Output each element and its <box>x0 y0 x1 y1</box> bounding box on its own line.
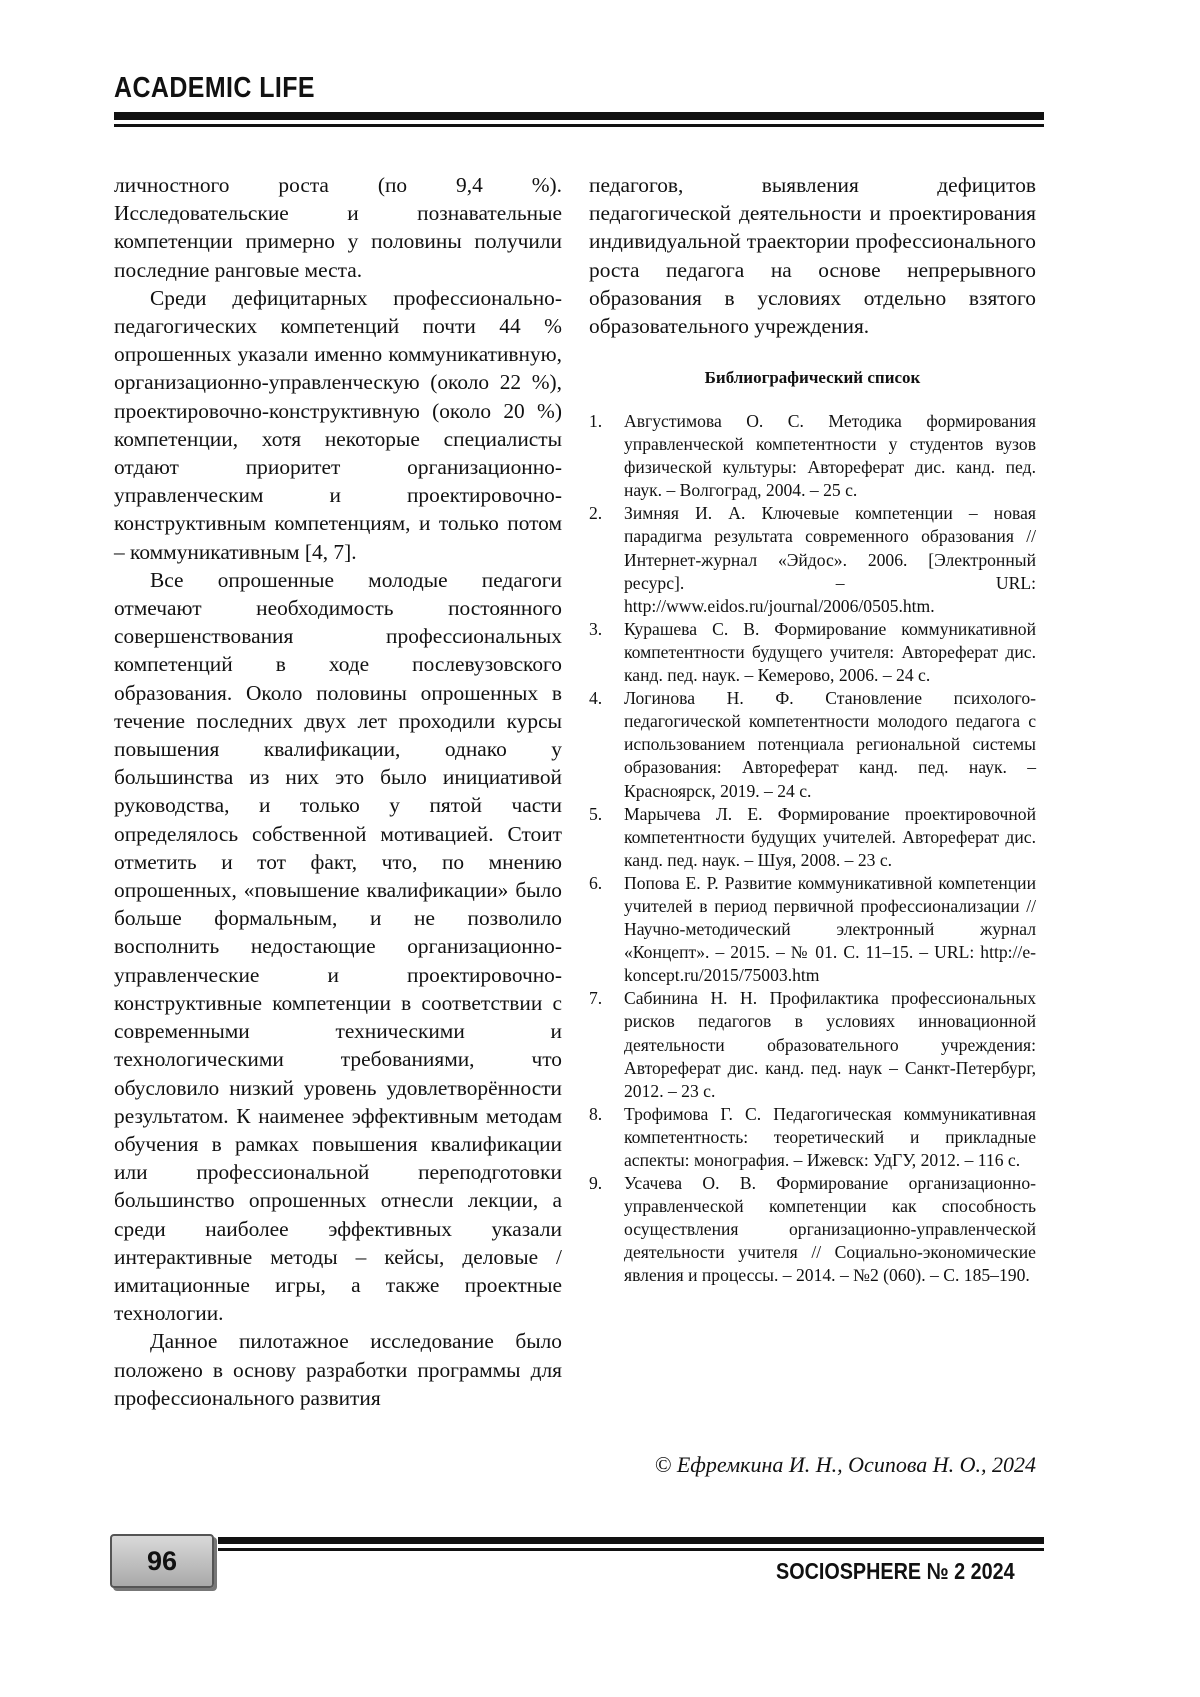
bibliography-list <box>589 410 1036 1288</box>
item-text: Курашева С. В. Формирование коммуникативной компетентности будущего учителя: Автореферат дис. канд. пед. наук. – Кемерово, 2006. – 24 с. <box>624 618 1036 686</box>
right-column <box>589 171 1036 340</box>
bibliography-item <box>589 803 1036 872</box>
paragraph: педагогов, выявления дефицитов педагогической деятельности и проектирования индивидуальной траектории профессионального роста педагога на основе непрерывного образования в условиях отдельно взятого образовательного учреждения. <box>589 173 1036 339</box>
item-number: 4. <box>589 688 603 709</box>
bibliography-item <box>589 687 1036 802</box>
paragraph: личностного роста (по 9,4 %). Исследовательские и познавательные компетенции примерно у половины получили последние ранговые места. <box>114 173 562 282</box>
copyright-line: © Ефремкина И. Н., Осипова Н. О., 2024 <box>654 1452 1036 1477</box>
bibliography-item <box>589 410 1036 502</box>
journal-issue: SOCIOSPHERE № 2 2024 <box>776 1558 1015 1584</box>
bibliography-heading: Библиографический список <box>704 368 921 387</box>
item-text: Сабинина Н. Н. Профилактика профессиональных рисков педагогов в условиях инновационной деятельности образовательного учреждения: Автореферат дис. канд. пед. наук – Санкт-Петербург, 2012. – 23 с. <box>624 988 1036 1101</box>
footer-rule-thick <box>218 1537 1044 1544</box>
bibliography-item <box>589 502 1036 617</box>
item-text: Зимняя И. А. Ключевые компетенции – новая парадигма результата современного образования // Интернет-журнал «Эйдос». 2006. [Электронный ресурс]. – URL: http://www.eidos.ru/journal/2006/0505.htm. <box>624 503 1036 616</box>
item-text: Августимова О. С. Методика формирования управленческой компетентности у студентов вузов физической культуры: Автореферат дис. канд. пед. наук. – Волгоград, 2004. – 25 с. <box>624 411 1036 501</box>
item-number: 9. <box>589 1173 603 1194</box>
item-number: 8. <box>589 1103 603 1124</box>
bibliography-item <box>589 872 1036 987</box>
paragraph: Среди дефицитарных профессионально-педагогических компетенций почти 44 % опрошенных указали именно коммуникативную, организационно-управленческую (около 22 %), проектировочно-конструктивную (около 20 %) компетенции, хотя некоторые специалисты отдают приоритет организационно-управленческим и проектировочно-конструктивным компетенциям, и только потом – коммуникативным [4, 7]. <box>114 285 562 564</box>
item-text: Трофимова Г. С. Педагогическая коммуникативная компетентность: теоретический и прикладные аспекты: монография. – Ижевск: УдГУ, 2012. – 116 с. <box>624 1103 1036 1170</box>
paragraph: Все опрошенные молодые педагоги отмечают необходимость постоянного совершенствования профессиональных компетенций в ходе послевузовского образования. Около половины опрошенных в течение последних двух лет проходили курсы повышения квалификации, однако у большинства из них это было инициативой руководства, и только у пятой части определялось собственной мотивацией. Стоит отметить и тот факт, что, по мнению опрошенных, «повышение квалификации» было больше формальным, и не позволило восполнить недостающие организационно-управленческие и проектировочно-конструктивные компетенции в соответствии с современными техническими и технологическими требованиями, что обусловило низкий уровень удовлетворённости результатом. К наименее эффективным методам обучения в рамках повышения квалификации или профессиональной переподготовки большинство опрошенных отнесли лекции, а среди наиболее эффективных указали интерактивные методы – кейсы, деловые / имитационные игры, а также проектные технологии. <box>114 567 562 1326</box>
item-number: 1. <box>589 411 603 431</box>
item-number: 3. <box>589 618 603 639</box>
page-number-badge <box>110 1534 214 1588</box>
item-text: Попова Е. Р. Развитие коммуникативной компетенции учителей в период первичной профессионализации // Научно-методический электронный журнал «Концепт». – 2015. – № 01. С. 11–15. – URL: http://e-koncept.ru/2015/75003.htm <box>624 872 1036 986</box>
item-text: Марычева Л. Е. Формирование проектировочной компетентности будущих учителей. Автореферат дис. канд. пед. наук. – Шуя, 2008. – 23 с. <box>624 803 1036 870</box>
item-number: 5. <box>589 803 603 824</box>
header-rule-thick <box>114 112 1044 120</box>
item-number: 6. <box>589 872 603 893</box>
bibliography-item <box>589 618 1036 687</box>
bibliography-item <box>589 1172 1036 1287</box>
bibliography-item <box>589 1103 1036 1172</box>
left-column <box>114 171 562 1412</box>
item-number: 2. <box>589 503 603 524</box>
item-number: 7. <box>589 988 603 1009</box>
paragraph: Данное пилотажное исследование было положено в основу разработки программы для профессионального развития <box>114 1329 562 1410</box>
footer-rule-thin <box>218 1548 1044 1551</box>
section-title: ACADEMIC LIFE <box>114 72 315 104</box>
page-number: 96 <box>146 1545 178 1576</box>
bibliography-item <box>589 987 1036 1102</box>
header-rule-thin <box>114 124 1044 127</box>
item-text: Логинова Н. Ф. Становление психолого-педагогической компетентности молодого педагога с использованием потенциала региональной системы образования: Автореферат канд. пед. наук. – Красноярск, 2019. – 24 с. <box>624 688 1036 801</box>
item-text: Усачева О. В. Формирование организационно-управленческой компетенции как способность осуществления организационно-управленческой деятельности учителя // Социально-экономические явления и процессы. – 2014. – №2 (060). – С. 185–190. <box>624 1173 1036 1286</box>
